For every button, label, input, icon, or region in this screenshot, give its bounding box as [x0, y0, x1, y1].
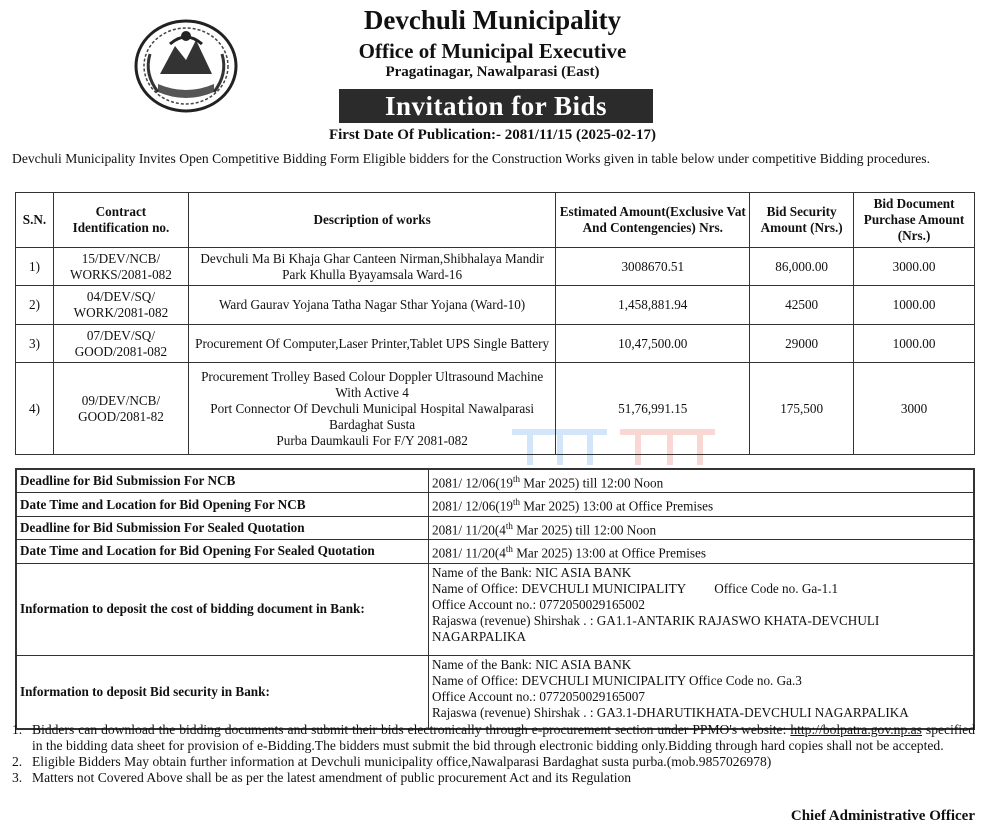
table-row [16, 363, 975, 455]
info-value: 2081/ 11/20(4th Mar 2025) 13:00 at Office Premises [429, 540, 975, 563]
header-description: Description of works [188, 193, 555, 248]
info-value: Name of the Bank: NIC ASIA BANK Name of Office: DEVCHULI MUNICIPALITY Office Code no. Ga-1.1 Office Account no.: 0772050029165002 Rajaswa (revenue) Shirshak . : GA1.1-ANTARIK RAJASWO KHATA-DEVCHULI NAGARPALIKA [429, 563, 975, 655]
cell-contract: 15/DEV/NCB/ WORKS/2081-082 [53, 248, 188, 286]
cell-security: 175,500 [750, 363, 854, 455]
cell-contract: 07/DEV/SQ/ GOOD/2081-082 [53, 325, 188, 363]
cell-description: Ward Gaurav Yojana Tatha Nagar Sthar Yojana (Ward-10) [188, 286, 555, 325]
cell-sn: 3) [16, 325, 54, 363]
info-value: Name of the Bank: NIC ASIA BANK Name of Office: DEVCHULI MUNICIPALITY Office Code no. Ga.3 Office Account no.: 0772050029165007 Rajaswa (revenue) Shirshak . : GA3.1-DHARUTIKHATA-DEVCHULI NAGARPALIKA [429, 655, 975, 729]
cell-estimate: 51,76,991.15 [556, 363, 750, 455]
cell-contract: 04/DEV/SQ/ WORK/2081-082 [53, 286, 188, 325]
table-header-row [16, 193, 975, 248]
description-line: Procurement Trolley Based Colour Doppler Ultrasound Machine With Active 4 [201, 368, 544, 400]
cell-estimate: 1,458,881.94 [556, 286, 750, 325]
cell-purchase: 1000.00 [854, 286, 975, 325]
info-value: 2081/ 12/06(19th Mar 2025) 13:00 at Office Premises [429, 493, 975, 516]
publication-date: First Date Of Publication:- 2081/11/15 (2025-02-17) [328, 127, 657, 143]
table-row [16, 248, 975, 286]
cell-estimate: 3008670.51 [556, 248, 750, 286]
header-sn: S.N. [16, 193, 54, 248]
cell-sn: 4) [16, 363, 54, 455]
cell-description: Devchuli Ma Bi Khaja Ghar Canteen Nirman,Shibhalaya Mandir Park Khulla Byayamsala Ward-16 [188, 248, 555, 286]
list-item: 3. Matters not Covered Above shall be as per the latest amendment of public procurement Act and its Regulation [12, 770, 632, 785]
header-estimate: Estimated Amount(Exclusive Vat And Contengencies) Nrs. [556, 193, 750, 248]
description-line: Port Connector Of Devchuli Municipal Hospital Nawalparasi Bardaghat Susta [210, 400, 534, 432]
table-row [16, 325, 975, 363]
info-label: Information to deposit the cost of bidding document in Bank: [16, 563, 429, 655]
info-row-sq-submission [16, 516, 974, 539]
office-name: Office of Municipal Executive [358, 39, 627, 63]
info-row-ncb-opening [16, 493, 974, 516]
info-value: 2081/ 12/06(19th Mar 2025) till 12:00 Noon [429, 469, 975, 493]
info-row-ncb-submission [16, 469, 974, 493]
office-address: Pragatinagar, Nawalparasi (East) [385, 64, 600, 80]
info-label: Date Time and Location for Bid Opening For NCB [16, 493, 429, 516]
notes-list [12, 722, 975, 786]
info-label: Deadline for Bid Submission For Sealed Quotation [16, 516, 429, 539]
cell-security: 29000 [750, 325, 854, 363]
info-row-doc-bank [16, 563, 974, 655]
description-line: Purba Daumkauli For F/Y 2081-082 [276, 432, 468, 448]
notice-banner: Invitation for Bids [339, 89, 653, 123]
cell-security: 86,000.00 [750, 248, 854, 286]
info-row-sq-opening [16, 540, 974, 563]
cell-purchase: 3000 [854, 363, 975, 455]
cell-contract: 09/DEV/NCB/ GOOD/2081-82 [53, 363, 188, 455]
cell-sn: 2) [16, 286, 54, 325]
list-item: 1. Bidders can download the bidding documents and submit their bids electronically through e-procurement section under PPMO's website: http://bolpatra.gov.np.as specified in the bidding data sheet for provision of e-Bidding.The bidders must submit the bid through electronic bidding only.Bidding through hard copies shall not be accepted. [12, 722, 975, 753]
cell-description: Procurement Of Computer,Laser Printer,Tablet UPS Single Battery [188, 325, 555, 363]
cell-security: 42500 [750, 286, 854, 325]
bolpatra-link[interactable]: http://bolpatra.gov.np.as [790, 722, 922, 737]
info-label: Deadline for Bid Submission For NCB [16, 469, 429, 493]
header-contract: Contract Identification no. [53, 193, 188, 248]
table-row [16, 286, 975, 325]
signature: Chief Administrative Officer [790, 808, 975, 824]
cell-sn: 1) [16, 248, 54, 286]
cell-purchase: 1000.00 [854, 325, 975, 363]
cell-purchase: 3000.00 [854, 248, 975, 286]
header-purchase: Bid Document Purchase Amount (Nrs.) [854, 193, 975, 248]
info-value: 2081/ 11/20(4th Mar 2025) till 12:00 Noon [429, 516, 975, 539]
bid-info-table [15, 468, 975, 730]
info-label: Information to deposit Bid security in Bank: [16, 655, 429, 729]
works-table [15, 192, 975, 455]
org-name: Devchuli Municipality [363, 5, 622, 35]
header-security: Bid Security Amount (Nrs.) [750, 193, 854, 248]
intro-text: Devchuli Municipality Invites Open Competitive Bidding Form Eligible bidders for the Construction Works given in table below under competitive Bidding procedures. [12, 151, 930, 166]
info-label: Date Time and Location for Bid Opening For Sealed Quotation [16, 540, 429, 563]
cell-description [188, 363, 555, 455]
list-item: 2. Eligible Bidders May obtain further information at Devchuli municipality office,Nawalparasi Bardaghat susta purba.(mob.9857026978) [12, 754, 772, 769]
info-row-security-bank [16, 655, 974, 729]
cell-estimate: 10,47,500.00 [556, 325, 750, 363]
